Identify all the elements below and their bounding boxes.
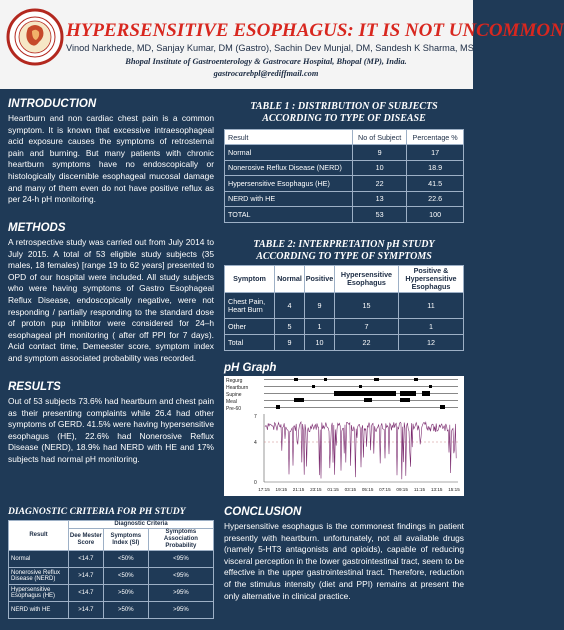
table2-title-line2: ACCORDING TO TYPE OF SYMPTOMS [256, 251, 432, 262]
table-cell: 4 [275, 293, 305, 319]
table-row [9, 585, 214, 602]
table-cell: 9 [275, 335, 305, 351]
institute-logo [6, 8, 64, 66]
graph-x-tick: 03:15 [344, 487, 357, 492]
graph-x-tick: 11:15 [413, 487, 426, 492]
table3-group-header: Diagnostic Criteria [69, 521, 214, 529]
table-cell: 15 [335, 293, 399, 319]
table-cell: >14.7 [69, 568, 104, 585]
table2-header-normal: Normal [275, 266, 305, 293]
table1-header-count: No of Subject [353, 130, 407, 145]
table-cell: 10 [353, 160, 407, 176]
graph-x-tick: 21:15 [292, 487, 305, 492]
poster-header [0, 0, 564, 92]
graph-x-tick: 15:15 [448, 487, 460, 492]
introduction-heading: INTRODUCTION [8, 98, 97, 110]
table-row [225, 207, 464, 223]
ph-trace [265, 422, 456, 479]
methods-heading: METHODS [8, 222, 66, 234]
table-row [9, 602, 214, 619]
table-row [9, 551, 214, 568]
table1-header-result: Result [225, 130, 353, 145]
table-cell: <95% [148, 551, 213, 568]
table-row [225, 191, 464, 207]
table-cell: >50% [103, 602, 148, 619]
ph-graph-heading: pH Graph [224, 362, 277, 374]
table-cell: 9 [305, 293, 335, 319]
table-cell: 100 [407, 207, 464, 223]
table3-header-demeester: Dee Mester Score [69, 529, 104, 551]
table-row [225, 319, 464, 335]
table-cell: <14.7 [69, 585, 104, 602]
table-cell: 11 [399, 293, 464, 319]
table1-header-percent: Percentage % [407, 130, 464, 145]
results-text: Out of 53 subjects 73.6% had heartburn and chest pain as their presenting complaints while 26.4 had other symptoms of GERD. 41.5% were having hypersensitive esophagus (HE), 22.6% had Nonerosive Reflux Disease (NERD), 18.9% had NERD with HE and 17% subjects had normal pH monitoring. [8, 396, 214, 464]
table2-title [224, 239, 464, 263]
table-cell: Total [225, 335, 275, 351]
table-cell: 17 [407, 145, 464, 161]
table-cell: Hypersensitive Esophagus (HE) [9, 585, 69, 602]
table3-header-si: Symptoms Index (SI) [103, 529, 148, 551]
table-cell: Normal [225, 145, 353, 161]
table-row [9, 568, 214, 585]
graph-x-tick: 13:15 [430, 487, 443, 492]
graph-x-tick: 09:15 [396, 487, 408, 492]
table-row [225, 145, 464, 161]
graph-y-tick: 0 [254, 480, 257, 486]
diagnostic-criteria-table [8, 520, 214, 619]
table-cell: 22.6 [407, 191, 464, 207]
table-cell: Nonerosive Reflux Disease (NERD) [9, 568, 69, 585]
graph-y-tick: 4 [254, 440, 257, 446]
graph-row-label: Supine [226, 392, 242, 398]
graph-y-tick: 7 [254, 414, 257, 420]
table2-header-positive: Positive [305, 266, 335, 293]
introduction-text: Heartburn and non cardiac chest pain is a common symptom. It is known that excessive intraesophageal acid exposure causes the symptoms of retrosternal pain and burning. But many patients with chronic heartburn symptoms have no endoscopically or histologically discernible esophageal mucosal damage and many of them even do not have positive reflux as per 24-h pH monitoring. [8, 113, 214, 205]
table-cell: >50% [103, 585, 148, 602]
table2-header-symptom: Symptom [225, 266, 275, 293]
table-cell: TOTAL [225, 207, 353, 223]
institute-affiliation: Bhopal Institute of Gastroenterology & Gastrocare Hospital, Bhopal (MP), India. [125, 57, 407, 66]
table-row [225, 176, 464, 192]
table-cell: 5 [275, 319, 305, 335]
graph-x-tick: 19:15 [275, 487, 288, 492]
table-row [225, 293, 464, 319]
ph-graph-svg [224, 376, 464, 496]
conclusion-text: Hypersensitive esophagus is the commonest findings in patient presently with heartburn. unfortunately, not all available drugs (namely 5-HT3 antagonists and opioids), capable of reducing visceral perception in the lower gastrointestinal tract, seem to be effective in the upper gastrointestinal tract. Therefore, reduction of the stimulus intensity (diet and PPI) remains at present the only alternative in clinical practice. [224, 521, 464, 601]
table-cell: 22 [335, 335, 399, 351]
event-bars [264, 378, 458, 409]
table-row [225, 335, 464, 351]
table-cell: <14.7 [69, 551, 104, 568]
table-cell: <95% [148, 568, 213, 585]
table-cell: Other [225, 319, 275, 335]
table-cell: 18.9 [407, 160, 464, 176]
table3-header-sap: Symptoms Association Probability [148, 529, 213, 551]
table-cell: <50% [103, 568, 148, 585]
poster-title: HYPERSENSITIVE ESOPHAGUS: IT IS NOT UNCOMMON [66, 20, 564, 41]
table-cell: NERD with HE [9, 602, 69, 619]
table-cell: 13 [353, 191, 407, 207]
table-cell: 22 [353, 176, 407, 192]
table-cell: 7 [335, 319, 399, 335]
table-cell: 9 [353, 145, 407, 161]
table-cell: NERD with HE [225, 191, 353, 207]
table-cell: 12 [399, 335, 464, 351]
author-list: Vinod Narkhede, MD, Sanjay Kumar, DM (Gastro), Sachin Dev Munjal, DM, Sandesh K Sharma, MS [66, 43, 474, 53]
table-cell: >95% [148, 585, 213, 602]
graph-row-label: Meal [226, 399, 237, 405]
table3-header-result: Result [9, 521, 69, 551]
table1-title-line2: ACCORDING TO TYPE OF DISEASE [262, 113, 426, 124]
results-heading: RESULTS [8, 381, 61, 393]
table2-header-positive-he: Positive & Hypersensitive Esophagus [399, 266, 464, 293]
table-cell: >14.7 [69, 602, 104, 619]
table-cell: >95% [148, 602, 213, 619]
graph-row-label: Heartburn [226, 385, 249, 391]
table-cell: <50% [103, 551, 148, 568]
table-cell: Normal [9, 551, 69, 568]
ph-graph [224, 376, 464, 496]
ph-interpretation-table [224, 265, 464, 351]
table3-title: DIAGNOSTIC CRITERIA FOR PH STUDY [8, 506, 186, 517]
graph-x-tick: 07:15 [379, 487, 391, 492]
table-cell: 1 [399, 319, 464, 335]
table-cell: Chest Pain, Heart Burn [225, 293, 275, 319]
disease-distribution-table [224, 129, 464, 223]
graph-x-tick: 17:15 [258, 487, 270, 492]
graph-x-tick: 05:15 [361, 487, 374, 492]
table-cell: 41.5 [407, 176, 464, 192]
table2-title-line1: TABLE 2: INTERPRETATION pH STUDY [253, 239, 435, 250]
table-cell: 1 [305, 319, 335, 335]
table-cell: Nonerosive Reflux Disease (NERD) [225, 160, 353, 176]
table1-title-line1: TABLE 1 : DISTRIBUTION OF SUBJECTS [250, 101, 438, 112]
graph-x-tick: 01:15 [327, 487, 339, 492]
table-row [225, 160, 464, 176]
graph-row-label: Regurg [226, 378, 243, 384]
conclusion-heading: CONCLUSION [224, 506, 302, 518]
table2-header-he: Hypersensitive Esophagus [335, 266, 399, 293]
methods-text: A retrospective study was carried out from July 2014 to July 2015. A total of 53 eligible study subjects (35 males, 18 females) [range 19 to 62 years] presented to OPD of our hospital were included. All study subjects who were having symptoms of Gastro Esophageal Reflux Disease, endoscopically negative, were not responding / partially responding to the standard dose of proton pup inhibitor were considered for 24–h esophageal pH monitoring ( after off PPI for 7 days). Acid contact time, Demeester score, symptom index and symptom associated probability was recorded. [8, 237, 214, 363]
graph-row-label: Pre-60 [226, 406, 242, 412]
table-cell: 10 [305, 335, 335, 351]
contact-email: gastrocarebpl@rediffmail.com [213, 69, 319, 78]
table1-title [224, 101, 464, 125]
graph-x-tick: 23:15 [310, 487, 322, 492]
table-cell: Hypersensitive Esophagus (HE) [225, 176, 353, 192]
table-cell: 53 [353, 207, 407, 223]
